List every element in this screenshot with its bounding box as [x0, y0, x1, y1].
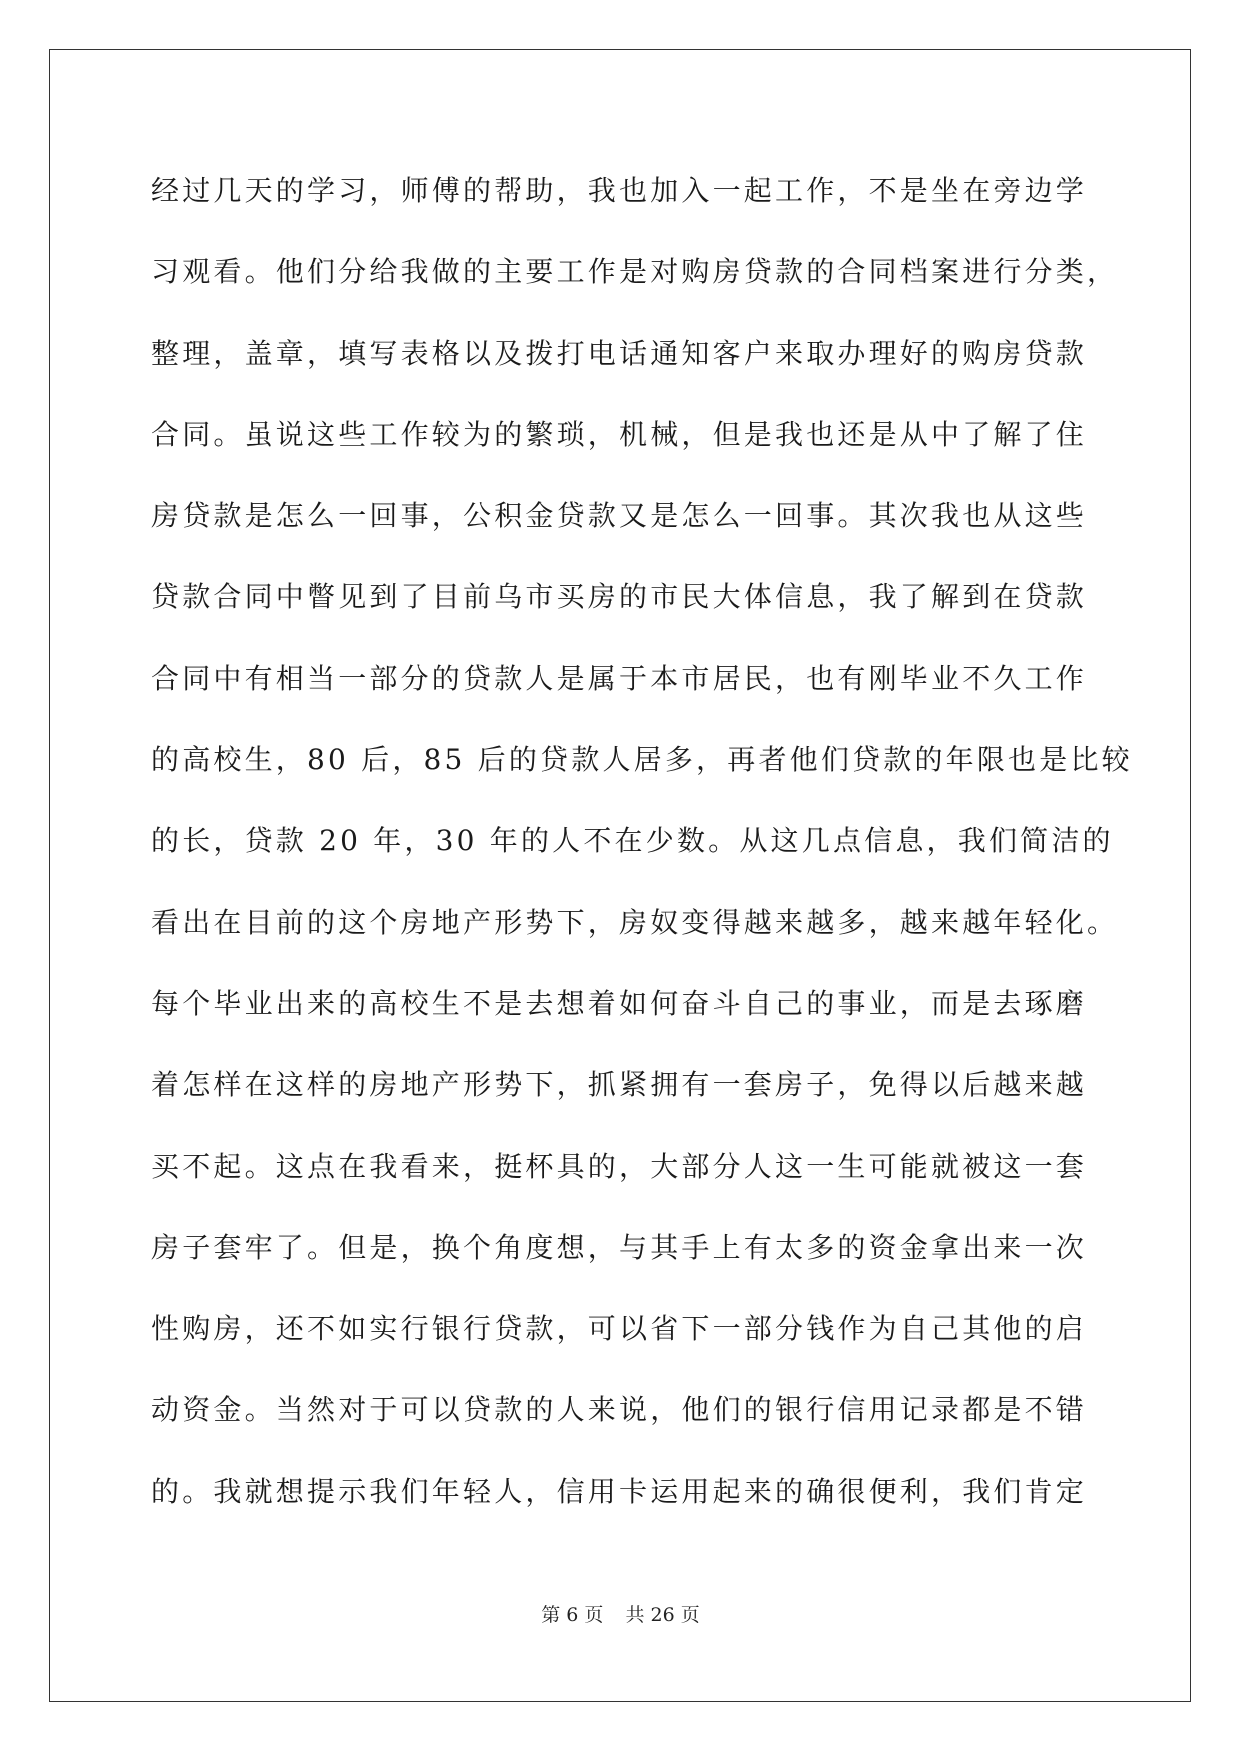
page-footer [0, 1600, 1241, 1627]
text-line: 的高校生，80 后，85 后的贷款人居多，再者他们贷款的年限也是比较 [151, 743, 1133, 777]
text-line: 的。我就想提示我们年轻人，信用卡运用起来的确很便利，我们肯定 [151, 1474, 1088, 1508]
text-line: 习观看。他们分给我做的主要工作是对购房贷款的合同档案进行分类， [151, 255, 1119, 289]
text-line: 整理，盖章，填写表格以及拨打电话通知客户来取办理好的购房贷款 [151, 336, 1088, 370]
text-line: 看出在目前的这个房地产形势下，房奴变得越来越多，越来越年轻化。 [151, 905, 1119, 939]
text-line: 着怎样在这样的房地产形势下，抓紧拥有一套房子，免得以后越来越 [151, 1068, 1088, 1102]
text-line: 经过几天的学习，师傅的帮助，我也加入一起工作，不是坐在旁边学 [151, 174, 1088, 207]
text-line: 性购房，还不如实行银行贷款，可以省下一部分钱作为自己其他的启 [151, 1312, 1088, 1346]
page-number: 第 6 页 [541, 1604, 604, 1626]
document-body [151, 150, 1133, 1532]
text-line: 房子套牢了。但是，换个角度想，与其手上有太多的资金拿出来一次 [151, 1230, 1088, 1264]
text-line: 贷款合同中瞥见到了目前乌市买房的市民大体信息，我了解到在贷款 [151, 580, 1088, 614]
text-line: 的长，贷款 20 年，30 年的人不在少数。从这几点信息，我们简洁的 [151, 824, 1114, 858]
page-total: 共 26 页 [625, 1604, 700, 1626]
text-line: 房贷款是怎么一回事，公积金贷款又是怎么一回事。其次我也从这些 [151, 499, 1088, 533]
text-line: 每个毕业出来的高校生不是去想着如何奋斗自己的事业，而是去琢磨 [151, 986, 1088, 1020]
text-line: 合同。虽说这些工作较为的繁琐，机械，但是我也还是从中了解了住 [151, 417, 1088, 451]
text-line: 买不起。这点在我看来，挺杯具的，大部分人这一生可能就被这一套 [151, 1149, 1088, 1183]
text-line: 动资金。当然对于可以贷款的人来说，他们的银行信用记录都是不错 [151, 1393, 1088, 1427]
text-line: 合同中有相当一部分的贷款人是属于本市居民，也有刚毕业不久工作 [151, 661, 1088, 695]
